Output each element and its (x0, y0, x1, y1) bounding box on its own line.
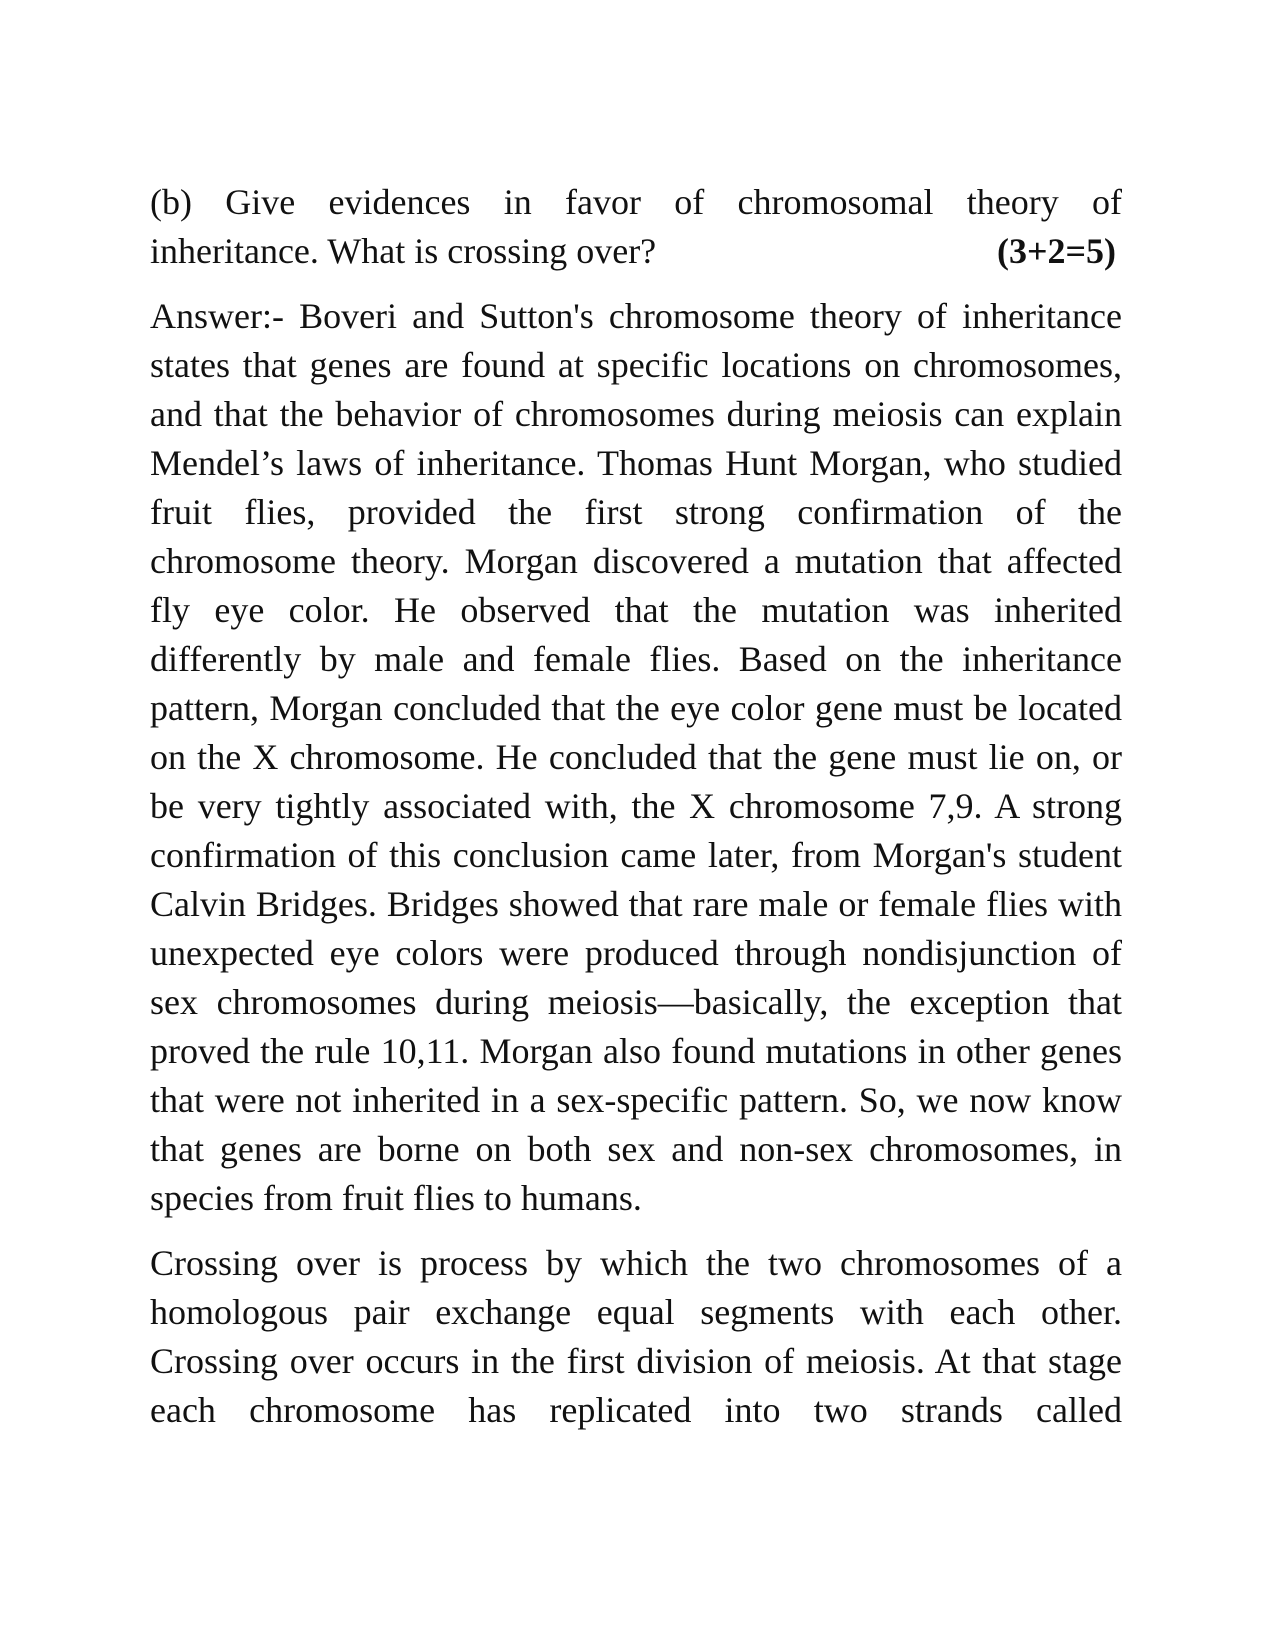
question-text-line-1: (b) Give evidences in favor of chromosomal theory of (150, 182, 1122, 222)
question-line-2 (150, 227, 1122, 276)
question-text-line-2: inheritance. What is crossing over? (150, 231, 657, 271)
marks-label: (3+2=5) (996, 231, 1116, 271)
answer-paragraph: Answer:- Boveri and Sutton's chromosome theory of inheritance states that genes are found at specific locations on chromosomes, and that the behavior of chromosomes during meiosis can explain Mendel’s laws of inheritance. Thomas Hunt Morgan, who studied fruit flies, provided the first strong confirmation of the chromosome theory. Morgan discovered a mutation that affected fly eye color. He observed that the mutation was inherited differently by male and female flies. Based on the inheritance pattern, Morgan concluded that the eye color gene must be located on the X chromosome. He concluded that the gene must lie on, or be very tightly associated with, the X chromosome 7,9. A strong confirmation of this conclusion came later, from Morgan's student Calvin Bridges. Bridges showed that rare male or female flies with unexpected eye colors were produced through nondisjunction of sex chromosomes during meiosis—basically, the exception that proved the rule 10,11. Morgan also found mutations in other genes that were not inherited in a sex-specific pattern. So, we now know that genes are borne on both sex and non-sex chromosomes, in species from fruit flies to humans. (150, 296, 1122, 1218)
crossing-over-paragraph: Crossing over is process by which the two chromosomes of a homologous pair exchange equal segments with each other. Crossing over occurs in the first division of meiosis. At that stage each chromosome has replicated into two strands called (150, 1243, 1122, 1430)
question-line-1 (150, 178, 1122, 227)
document-page (150, 178, 1122, 1435)
